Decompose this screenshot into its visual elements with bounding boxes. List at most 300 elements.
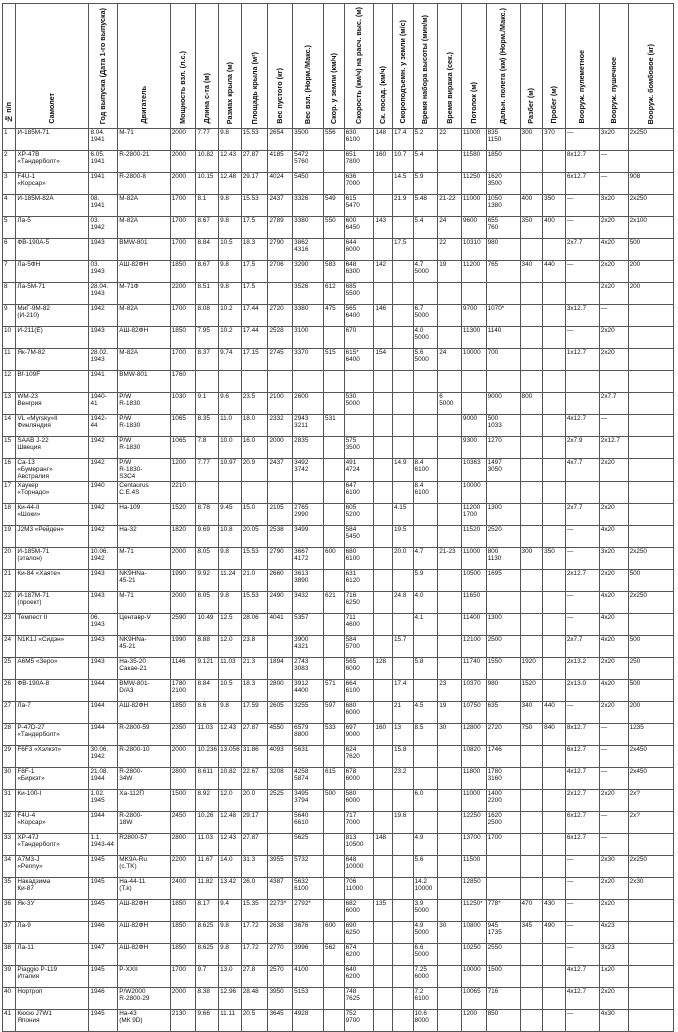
table-cell: 11000 xyxy=(461,547,486,569)
table-cell: 6x12.7 xyxy=(565,172,599,194)
table-cell: — xyxy=(565,547,599,569)
table-cell xyxy=(520,745,543,767)
table-cell: 2743 3083 xyxy=(293,657,324,679)
table-cell: 2100 xyxy=(268,392,293,414)
table-cell: 4185 xyxy=(268,150,293,172)
table-cell: 1235 xyxy=(628,723,673,745)
table-cell: 2789 xyxy=(268,216,293,238)
table-cell xyxy=(486,481,520,503)
table-cell xyxy=(543,767,566,789)
table-cell: 13.0 xyxy=(219,965,242,987)
table-cell: 146 xyxy=(374,304,393,326)
table-cell: 2 xyxy=(3,150,16,172)
table-cell: 27.87 xyxy=(241,150,268,172)
table-cell: 8.37 xyxy=(196,348,219,370)
table-cell: 9.92 xyxy=(196,569,219,591)
table-cell: 22 xyxy=(438,238,462,260)
column-header-label: Год выпуска (Дата 1-го выпуска) xyxy=(98,7,108,124)
table-cell: 350 xyxy=(543,547,566,569)
table-cell: 2520 xyxy=(486,525,520,547)
table-cell: 850 xyxy=(486,1009,520,1031)
table-cell: Хаукер «Торнадо» xyxy=(16,481,89,503)
table-cell: 160 xyxy=(374,150,393,172)
table-row xyxy=(3,657,674,679)
table-cell: 2x13.2 xyxy=(565,657,599,679)
table-cell: 1945 xyxy=(89,965,118,987)
table-cell xyxy=(392,481,413,503)
table-cell: 3499 xyxy=(293,525,324,547)
table-cell xyxy=(324,833,345,855)
table-cell xyxy=(520,591,543,613)
table-cell: 8.4 6100 xyxy=(413,481,438,503)
table-cell xyxy=(438,304,462,326)
table-cell: 4x20 xyxy=(599,635,628,657)
table-cell: 2200 xyxy=(170,855,196,877)
table-cell: 2x100 xyxy=(628,216,673,238)
table-cell xyxy=(438,326,462,348)
table-cell: 1550 xyxy=(486,657,520,679)
table-cell: 5631 xyxy=(293,745,324,767)
table-cell: АШ-82ФН xyxy=(118,899,170,921)
table-row xyxy=(3,282,674,304)
table-cell: 5632 6100 xyxy=(293,877,324,899)
table-cell: 1945 xyxy=(89,1009,118,1031)
table-cell: 1942 xyxy=(89,458,118,481)
table-cell: 7 xyxy=(3,260,16,282)
table-cell xyxy=(461,282,486,304)
table-cell xyxy=(392,304,413,326)
table-cell: 11000 xyxy=(461,194,486,216)
table-cell xyxy=(324,613,345,635)
table-cell: 4100 xyxy=(293,965,324,987)
table-cell: 2770 xyxy=(268,943,293,965)
table-cell xyxy=(374,414,393,436)
table-cell: 6x12.7 xyxy=(565,833,599,855)
table-cell: 142 xyxy=(374,260,393,282)
table-row xyxy=(3,833,674,855)
table-cell xyxy=(324,745,345,767)
table-cell: 3432 xyxy=(293,591,324,613)
table-cell: 400 xyxy=(520,194,543,216)
table-cell: 1200 xyxy=(170,458,196,481)
table-cell xyxy=(324,899,345,921)
table-cell xyxy=(392,326,413,348)
table-cell: 500 xyxy=(324,789,345,811)
table-cell xyxy=(392,657,413,679)
table-cell xyxy=(543,481,566,503)
table-cell: 624 7620 xyxy=(344,745,374,767)
table-cell: 680 6000 xyxy=(344,701,374,723)
table-cell: 12.48 xyxy=(219,811,242,833)
table-cell: 10363 xyxy=(461,458,486,481)
table-cell: 11.03 xyxy=(219,657,242,679)
table-cell: 10.2 xyxy=(219,326,242,348)
table-cell: 490 xyxy=(543,921,566,943)
table-cell xyxy=(413,811,438,833)
table-cell: 12250 xyxy=(461,811,486,833)
table-cell: 1700 xyxy=(486,833,520,855)
table-cell: 13.056 xyxy=(219,745,242,767)
table-cell: 1944 xyxy=(89,679,118,701)
table-cell xyxy=(392,921,413,943)
table-cell: 10800 xyxy=(461,921,486,943)
table-cell: 4.0 xyxy=(413,591,438,613)
table-cell: 2000 xyxy=(170,987,196,1009)
table-cell xyxy=(374,745,393,767)
table-cell: SAAB J-22 Швеция xyxy=(16,436,89,458)
table-cell: 2332 xyxy=(268,414,293,436)
table-cell: R-2800-8 xyxy=(118,172,170,194)
table-cell: М-82А xyxy=(118,194,170,216)
column-header-label: Скороподъемн. у земли (м/с) xyxy=(397,20,407,124)
table-row xyxy=(3,414,674,436)
table-cell: 24 xyxy=(438,348,462,370)
table-cell: 2538 xyxy=(268,525,293,547)
table-cell: 2525 xyxy=(268,789,293,811)
column-header xyxy=(565,4,599,129)
table-cell: 300 xyxy=(520,547,543,569)
table-cell: 38 xyxy=(3,943,16,965)
table-cell: — xyxy=(565,613,599,635)
table-cell: 1050 1380 xyxy=(486,194,520,216)
table-cell: 2x20 xyxy=(599,260,628,282)
table-cell: 2000 xyxy=(170,547,196,569)
table-cell: 21-23 xyxy=(438,547,462,569)
table-cell xyxy=(324,503,345,525)
table-cell: Темпест II xyxy=(16,613,89,635)
table-cell: 5357 xyxy=(293,613,324,635)
table-cell: 2x250 xyxy=(628,128,673,150)
table-cell: 621 xyxy=(324,591,345,613)
table-cell: 7.8 xyxy=(196,436,219,458)
table-cell xyxy=(324,855,345,877)
table-cell: — xyxy=(565,701,599,723)
table-cell: A7M3-J «Penny» xyxy=(16,855,89,877)
table-cell xyxy=(392,987,413,1009)
table-row xyxy=(3,701,674,723)
table-cell: 1944 xyxy=(89,811,118,833)
table-cell: 10.49 xyxy=(196,613,219,635)
table-cell xyxy=(486,591,520,613)
table-cell: И-185М-71 xyxy=(16,128,89,150)
table-cell: 350 xyxy=(520,216,543,238)
table-cell: Центавр-V xyxy=(118,613,170,635)
column-header xyxy=(543,4,566,129)
column-header xyxy=(268,4,293,129)
table-cell: 23.2 xyxy=(392,767,413,789)
table-cell: Bf-109F xyxy=(16,370,89,392)
table-cell: 9000 xyxy=(461,414,486,436)
table-cell xyxy=(438,458,462,481)
table-cell: 2x20 xyxy=(599,569,628,591)
table-cell: 2130 xyxy=(170,1009,196,1031)
table-cell: И-187М-71 (проект) xyxy=(16,591,89,613)
table-cell xyxy=(520,282,543,304)
table-cell: 2000 xyxy=(268,436,293,458)
table-cell: Ки-84 «Хаяте» xyxy=(16,569,89,591)
table-cell: 4387 xyxy=(268,877,293,899)
table-cell: 12100 xyxy=(461,635,486,657)
table-cell: 1943 xyxy=(89,326,118,348)
table-cell: 4550 xyxy=(268,723,293,745)
table-cell: 37 xyxy=(3,921,16,943)
table-cell: 600 xyxy=(324,547,345,569)
table-cell xyxy=(324,481,345,503)
table-cell: 19 xyxy=(438,260,462,282)
table-cell: 8.08 xyxy=(196,304,219,326)
table-row xyxy=(3,128,674,150)
table-cell: 14 xyxy=(3,414,16,436)
table-cell xyxy=(374,194,393,216)
table-cell xyxy=(293,481,324,503)
table-cell: 11500 xyxy=(461,855,486,877)
table-cell: 678 6000 xyxy=(344,767,374,789)
table-cell: 41 xyxy=(3,1009,16,1031)
table-cell: 32 xyxy=(3,811,16,833)
table-cell: 4.9 xyxy=(413,833,438,855)
table-cell: 2x450 xyxy=(628,767,673,789)
table-cell: 27.87 xyxy=(241,723,268,745)
table-cell: 2590 xyxy=(170,613,196,635)
table-cell: Ла-7 xyxy=(16,701,89,723)
table-cell: 15.53 xyxy=(241,194,268,216)
table-cell xyxy=(438,150,462,172)
table-cell: — xyxy=(565,591,599,613)
table-cell xyxy=(628,525,673,547)
column-header xyxy=(89,4,118,129)
table-cell: 19 xyxy=(438,701,462,723)
table-cell xyxy=(543,1009,566,1031)
table-cell: 9.8 xyxy=(219,128,242,150)
table-cell: 2x7.9 xyxy=(565,436,599,458)
column-header xyxy=(438,4,462,129)
table-cell: 2943 3211 xyxy=(293,414,324,436)
table-cell: 2800 xyxy=(268,679,293,701)
table-cell: 9.1 xyxy=(196,392,219,414)
table-cell: 200 xyxy=(628,701,673,723)
table-cell: 8.05 xyxy=(196,591,219,613)
table-cell xyxy=(543,569,566,591)
table-cell: 750 xyxy=(520,723,543,745)
table-cell: 3x20 xyxy=(599,194,628,216)
table-row xyxy=(3,789,674,811)
table-cell: 583 xyxy=(324,260,345,282)
table-cell: 7.25 6000 xyxy=(413,965,438,987)
table-cell: 3912 4400 xyxy=(293,679,324,701)
table-cell: 2765 2990 xyxy=(293,503,324,525)
table-cell: 13700 xyxy=(461,833,486,855)
table-cell: М-71Ф xyxy=(118,282,170,304)
table-header xyxy=(3,4,674,129)
table-cell xyxy=(438,657,462,679)
table-cell: 5153 xyxy=(293,987,324,1009)
table-cell xyxy=(543,745,566,767)
table-cell: 1146 xyxy=(170,657,196,679)
table-cell: 2500 xyxy=(486,635,520,657)
table-cell: R-2800- 34W xyxy=(118,767,170,789)
table-cell xyxy=(543,436,566,458)
table-cell: 15.35 xyxy=(241,899,268,921)
table-cell: 2x7.7 xyxy=(599,392,628,414)
table-cell: 2660 xyxy=(268,569,293,591)
table-cell xyxy=(520,789,543,811)
table-cell: 21.9 xyxy=(392,194,413,216)
table-cell: 11580 xyxy=(461,150,486,172)
table-cell xyxy=(392,348,413,370)
table-cell: 03. 1943 xyxy=(89,260,118,282)
table-cell: 2000 xyxy=(170,591,196,613)
table-cell: 690 6250 xyxy=(344,921,374,943)
table-cell: 4x20 xyxy=(599,525,628,547)
table-cell: АШ-82ФН xyxy=(118,943,170,965)
table-row xyxy=(3,635,674,657)
table-cell xyxy=(543,370,566,392)
table-cell: 11250* xyxy=(461,899,486,921)
table-cell: 20.5 xyxy=(241,1009,268,1031)
table-cell: 8.611 xyxy=(196,767,219,789)
table-cell: 28.48 xyxy=(241,987,268,1009)
column-header xyxy=(118,4,170,129)
table-cell: 9.8 xyxy=(219,194,242,216)
table-cell xyxy=(413,767,438,789)
table-cell xyxy=(520,458,543,481)
table-row xyxy=(3,767,674,789)
table-cell: 2105 xyxy=(268,503,293,525)
table-cell: 9.4 xyxy=(219,899,242,921)
table-cell: 1850 xyxy=(170,921,196,943)
table-cell: 1894 xyxy=(268,657,293,679)
table-cell: 1030 xyxy=(170,392,196,414)
table-cell: — xyxy=(565,260,599,282)
table-row xyxy=(3,811,674,833)
table-cell: 4.9 5000 xyxy=(413,921,438,943)
table-cell xyxy=(413,414,438,436)
table-cell xyxy=(374,547,393,569)
table-cell: R-2800-59 xyxy=(118,723,170,745)
table-cell: 2x7.7 xyxy=(565,635,599,657)
aircraft-specs-table xyxy=(2,3,674,1032)
table-cell xyxy=(543,503,566,525)
table-cell: NK9HNa- 45-21 xyxy=(118,569,170,591)
table-cell: 835 1150 xyxy=(486,128,520,150)
table-cell: 30.06. 1942 xyxy=(89,745,118,767)
table-cell: 29.17 xyxy=(241,811,268,833)
table-cell: 4x20 xyxy=(599,591,628,613)
table-cell: 12.43 xyxy=(219,150,242,172)
table-cell: 1140 xyxy=(486,326,520,348)
column-header-label: Вооруж. бомбовое (кг) xyxy=(645,43,655,124)
table-cell xyxy=(543,943,566,965)
table-cell: 2x30 xyxy=(599,855,628,877)
column-header xyxy=(293,4,324,129)
table-cell: 3526 xyxy=(293,282,324,304)
column-header-label: № п/п xyxy=(4,102,14,124)
table-cell xyxy=(438,591,462,613)
table-cell: F6F3 «Хэлкэт» xyxy=(16,745,89,767)
table-cell: 5.9 xyxy=(413,569,438,591)
table-cell xyxy=(392,260,413,282)
table-cell: 1990 xyxy=(170,635,196,657)
table-cell: 3290 xyxy=(293,260,324,282)
table-cell: — xyxy=(565,326,599,348)
table-cell: 10750 xyxy=(461,701,486,723)
table-cell: — xyxy=(599,414,628,436)
table-cell: 11800 xyxy=(461,767,486,789)
table-cell: 03. 1942 xyxy=(89,216,118,238)
table-cell: 1300 xyxy=(486,613,520,635)
table-cell: МиГ-9М-82 (И-210) xyxy=(16,304,89,326)
table-cell: 4928 xyxy=(293,1009,324,1031)
table-cell xyxy=(392,216,413,238)
table-cell: 30 xyxy=(438,921,462,943)
table-cell: 27.8 xyxy=(241,965,268,987)
table-cell: 531 xyxy=(324,414,345,436)
table-cell xyxy=(413,436,438,458)
table-cell: 19.5 xyxy=(392,525,413,547)
table-cell: R2800-57 xyxy=(118,833,170,855)
table-cell: 600 xyxy=(324,921,345,943)
table-cell: 9.8 xyxy=(219,943,242,965)
table-cell: 350 xyxy=(543,194,566,216)
table-cell xyxy=(293,370,324,392)
column-header-label: Вес взл. (Норм./Макс.) xyxy=(303,44,313,124)
table-cell: Ки-100-I xyxy=(16,789,89,811)
table-cell: 4.1 xyxy=(413,613,438,635)
table-cell: 1942- 44 xyxy=(89,414,118,436)
table-cell: 1500 xyxy=(170,789,196,811)
table-cell: 9.74 xyxy=(219,348,242,370)
table-cell: 2792* xyxy=(293,899,324,921)
table-cell xyxy=(438,811,462,833)
table-cell: 3370 xyxy=(293,348,324,370)
table-cell: 470 xyxy=(520,899,543,921)
table-cell xyxy=(374,613,393,635)
table-cell: 8.78 xyxy=(196,503,219,525)
table-cell: 1620 3500 xyxy=(486,172,520,194)
table-row xyxy=(3,525,674,547)
column-header xyxy=(170,4,196,129)
table-cell: 33 xyxy=(3,833,16,855)
table-cell: 716 6250 xyxy=(344,591,374,613)
column-header xyxy=(599,4,628,129)
table-cell xyxy=(461,370,486,392)
table-cell: 1943 xyxy=(89,657,118,679)
table-cell xyxy=(461,392,486,414)
table-cell: 17.5 xyxy=(241,260,268,282)
table-cell: 4x12.7 xyxy=(565,987,599,1009)
table-cell: 2x20 xyxy=(599,503,628,525)
table-cell: 1943 xyxy=(89,238,118,260)
table-cell: 1x12.7 xyxy=(565,348,599,370)
table-cell: 8.17 xyxy=(196,899,219,921)
table-cell: 19.6 xyxy=(392,811,413,833)
table-cell: 11200 1700 xyxy=(461,503,486,525)
table-cell: 8.4 6100 xyxy=(413,458,438,481)
table-cell xyxy=(520,436,543,458)
table-cell: P/W R-1830 xyxy=(118,392,170,414)
table-cell: 600 6450 xyxy=(344,216,374,238)
table-cell: 3495 3794 xyxy=(293,789,324,811)
table-cell: На-35-20 Сакае-21 xyxy=(118,657,170,679)
table-cell xyxy=(374,458,393,481)
table-cell: 1942 xyxy=(89,525,118,547)
table-cell: 23 xyxy=(438,679,462,701)
table-row xyxy=(3,150,674,172)
table-cell: 20 xyxy=(3,547,16,569)
table-cell: 400 xyxy=(543,216,566,238)
table-cell: 2x? xyxy=(628,811,673,833)
table-cell: 8.6 xyxy=(196,701,219,723)
